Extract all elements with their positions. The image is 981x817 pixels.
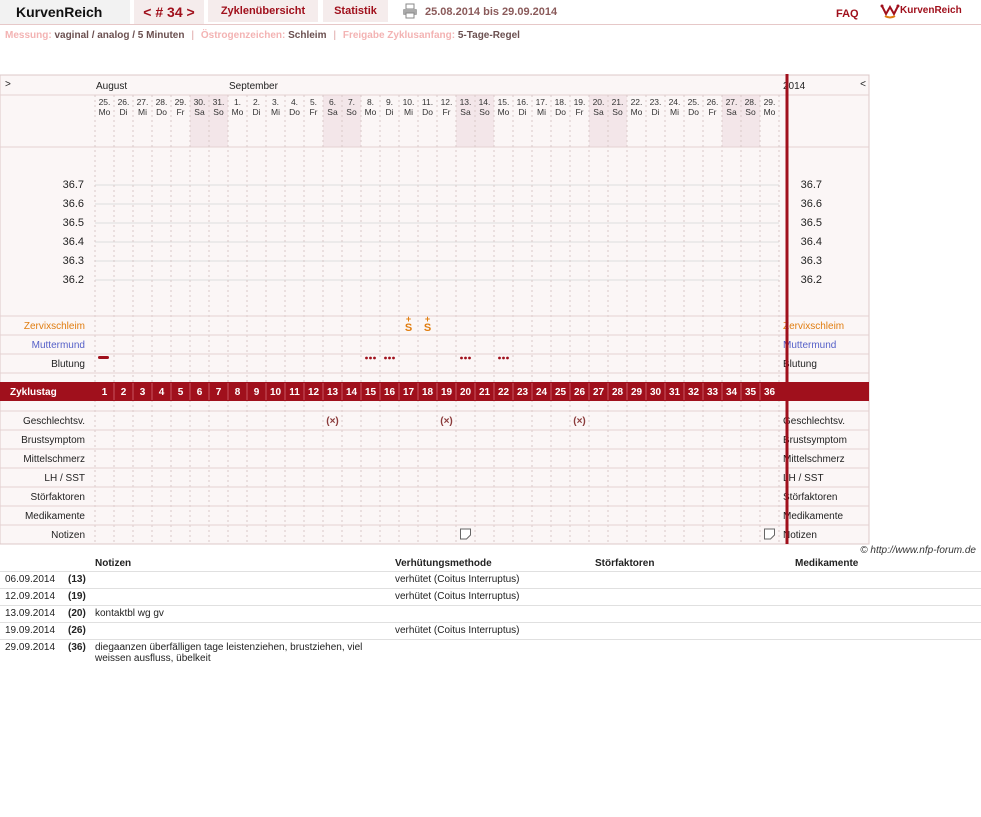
bleeding-dot [464,357,467,360]
row-label-medikamente: Medikamente [24,511,85,522]
date-label: 28. [744,97,757,107]
table-row [0,605,981,622]
temp-tick-left: 36.6 [62,198,84,210]
note-cycle-day: (20) [68,608,86,619]
cycle-day-number: 9 [253,387,260,398]
cycle-day-number: 23 [516,387,529,398]
weekday-label: Di [518,107,527,117]
date-label: 6. [328,97,337,107]
cycle-day-number: 24 [535,387,548,398]
cycle-day-label: Zyklustag [10,387,57,398]
date-label: 4. [290,97,299,107]
row-label-mittelschmerz: Mittelschmerz [23,454,85,465]
date-label: 30. [193,97,206,107]
cycle-day-bar [0,382,869,401]
date-label: 14. [478,97,491,107]
cycle-overview-tab[interactable]: Zyklenübersicht [208,0,318,22]
cycle-day-number: 13 [326,387,339,398]
bleeding-dot [388,357,391,360]
weekday-label: Fr [442,107,451,117]
date-label: 20. [592,97,605,107]
date-label: 21. [611,97,624,107]
kurvenreich-logo[interactable] [880,2,981,22]
cycle-day-number: 33 [706,387,719,398]
weekday-label: Fr [575,107,584,117]
row-label-zervix: Zervixschleim [23,321,85,332]
cycle-day-number: 19 [440,387,453,398]
note-method: verhütet (Coitus Interruptus) [395,574,520,585]
bleeding-dot [468,357,471,360]
weekday-label: Di [651,107,660,117]
intercourse-mark: (×) [573,416,586,427]
weekday-label: Fr [309,107,318,117]
cycle-day-number: 12 [307,387,320,398]
intercourse-mark: (×) [326,416,339,427]
cycle-day-number: 5 [177,387,184,398]
temp-tick-left: 36.2 [62,274,84,286]
date-label: 12. [440,97,453,107]
date-label: 19. [573,97,586,107]
faq-link[interactable]: FAQ [836,8,859,20]
weekday-label: Di [385,107,394,117]
cycle-day-number: 35 [744,387,757,398]
weekday-label: Mo [231,107,244,117]
measurement-info: Messung: vaginal / analog / 5 Minuten | Östrogenzeichen: Schleim | Freigabe Zyklusanfang: 5-Tage-Regel [5,30,520,41]
date-label: 26. [117,97,130,107]
weekday-label: Do [289,107,300,117]
weekday-label: Fr [708,107,717,117]
row-label-right-medikamente: Medikamente [783,511,844,522]
date-label: 18. [554,97,567,107]
weekday-label: Do [688,107,699,117]
temp-tick-left: 36.3 [62,255,84,267]
row-label-right-stoerfaktoren: Störfaktoren [783,492,838,503]
weekday-label: Mo [763,107,776,117]
weekday-label: So [346,107,357,117]
cycle-day-number: 21 [478,387,491,398]
row-label-right-zervix: Zervixschleim [783,321,845,332]
date-label: 10. [402,97,415,107]
date-label: 22. [630,97,643,107]
logo-text: KurvenReich [900,5,962,16]
date-label: 2. [252,97,261,107]
weekday-label: Mo [98,107,111,117]
note-date: 29.09.2014 [5,642,56,653]
temp-tick-left: 36.7 [62,179,84,191]
temp-tick-left: 36.4 [62,236,84,248]
cycle-day-number: 32 [687,387,700,398]
cycle-day-number: 15 [364,387,377,398]
date-label: 16. [516,97,529,107]
cycle-day-number: 6 [196,387,203,398]
weekday-label: Mi [271,107,280,117]
date-label: 24. [668,97,681,107]
cycle-day-number: 25 [554,387,567,398]
zervix-s-mark: S [404,322,413,334]
temp-tick-right: 36.4 [800,236,822,248]
temp-tick-left: 36.5 [62,217,84,229]
temp-tick-right: 36.3 [800,255,822,267]
row-label-brustsymptom: Brustsymptom [21,435,85,446]
freigabe-value: 5-Tage-Regel [457,30,520,41]
weekday-label: Do [555,107,566,117]
zervix-plus-mark: + [405,314,412,324]
weekday-label: Mo [630,107,643,117]
col-notizen-header: Notizen [95,558,132,569]
oestrogen-label: Östrogenzeichen: [200,30,286,41]
weekday-label: So [612,107,623,117]
row-label-right-notizen: Notizen [783,530,817,541]
bleeding-dot [502,357,505,360]
top-bar [0,0,981,24]
row-label-stoerfaktoren: Störfaktoren [30,492,85,503]
cycle-day-number: 30 [649,387,662,398]
note-cycle-day: (26) [68,625,86,636]
date-label: 15. [497,97,510,107]
cycle-day-number: 2 [120,387,127,398]
col-stoer-header: Störfaktoren [595,558,655,569]
cycle-nav-button[interactable]: < # 34 > [134,0,204,24]
date-label: 8. [366,97,375,107]
bleeding-dot [369,357,372,360]
row-label-muttermund: Muttermund [31,340,85,351]
date-label: 9. [385,97,394,107]
cycle-day-number: 34 [725,387,738,398]
cycle-day-number: 7 [215,387,222,398]
weekday-label: Do [156,107,167,117]
zervix-plus-mark: + [424,314,431,324]
note-method: verhütet (Coitus Interruptus) [395,591,520,602]
cycle-day-number: 26 [573,387,586,398]
date-label: 26. [706,97,719,107]
row-label-right-mittelschmerz: Mittelschmerz [783,454,845,465]
weekday-label: Fr [176,107,185,117]
nav-prev-button[interactable]: > [5,79,11,90]
bleeding-dot [498,357,501,360]
bleeding-dot [506,357,509,360]
date-label: 23. [649,97,662,107]
cycle-day-number: 3 [139,387,146,398]
month-label: August [96,81,128,92]
row-label-right-geschlechtsv: Geschlechtsv. [783,416,846,427]
col-medikamente-header: Medikamente [795,558,859,569]
weekday-label: Mo [364,107,377,117]
table-row [0,571,981,588]
cycle-day-number: 8 [234,387,241,398]
row-label-right-muttermund: Muttermund [783,340,837,351]
date-label: 13. [459,97,472,107]
cycle-day-number: 17 [402,387,415,398]
cycle-day-number: 14 [345,387,358,398]
bleeding-dot [384,357,387,360]
bleeding-dot [373,357,376,360]
note-cycle-day: (19) [68,591,86,602]
row-label-geschlechtsv: Geschlechtsv. [22,416,85,427]
cycle-day-number: 27 [592,387,605,398]
row-label-right-blutung: Blutung [783,359,817,370]
temp-tick-right: 36.5 [800,217,822,229]
date-label: 1. [233,97,242,107]
note-date: 13.09.2014 [5,608,56,619]
cycle-day-number: 20 [459,387,472,398]
freigabe-label: Freigabe Zyklusanfang: [342,30,456,41]
date-label: 5. [309,97,318,107]
date-label: 29. [763,97,776,107]
weekday-label: Mi [138,107,147,117]
cycle-day-number: 16 [383,387,396,398]
date-label: 3. [271,97,280,107]
weekday-label: Di [252,107,261,117]
table-row [0,639,981,667]
date-label: 31. [212,97,225,107]
zervix-s-mark: S [423,322,432,334]
weekday-label: Do [422,107,433,117]
weekday-label: Mi [537,107,546,117]
messung-label: Messung: [5,30,52,41]
note-cycle-day: (13) [68,574,86,585]
weekday-label: Sa [726,107,737,117]
intercourse-mark: (×) [440,416,453,427]
weekday-label: Mi [404,107,413,117]
bleeding-spotting-mark [98,356,109,359]
date-label: 17. [535,97,548,107]
date-range: 25.08.2014 bis 29.09.2014 [425,6,558,18]
statistics-tab[interactable]: Statistik [323,0,388,22]
weekday-label: Sa [460,107,471,117]
month-label: September [229,81,278,92]
bleeding-dot [365,357,368,360]
weekday-label: Sa [327,107,338,117]
copyright[interactable]: © http://www.nfp-forum.de [860,545,976,556]
date-label: 29. [174,97,187,107]
note-date: 19.09.2014 [5,625,56,636]
bleeding-dot [392,357,395,360]
temp-tick-right: 36.6 [800,198,822,210]
weekday-label: Mi [670,107,679,117]
note-cycle-day: (36) [68,642,86,653]
note-date: 12.09.2014 [5,591,56,602]
cycle-day-number: 22 [497,387,510,398]
year-label: 2014 [783,81,806,92]
table-row [0,622,981,639]
date-label: 25. [687,97,700,107]
date-label: 27. [136,97,149,107]
cycle-day-number: 31 [668,387,681,398]
cycle-day-number: 29 [630,387,643,398]
date-label: 7. [347,97,356,107]
weekday-label: Mo [497,107,510,117]
col-methode-header: Verhütungsmethode [395,558,492,569]
row-label-lh: LH / SST [44,473,85,484]
cycle-day-number: 10 [269,387,282,398]
cycle-day-number: 4 [158,387,165,398]
table-row [0,588,981,605]
cycle-day-number: 28 [611,387,624,398]
cycle-day-number: 36 [763,387,776,398]
note-date: 06.09.2014 [5,574,56,585]
date-label: 11. [421,97,434,107]
row-label-right-brustsymptom: Brustsymptom [783,435,847,446]
cycle-day-number: 18 [421,387,434,398]
weekday-label: Sa [593,107,604,117]
cycle-day-number: 1 [101,387,108,398]
top-divider [0,24,981,25]
weekday-label: So [745,107,756,117]
oestrogen-value: Schleim [288,30,327,41]
crown-icon [880,2,900,20]
weekday-label: So [213,107,224,117]
weekday-label: Di [119,107,128,117]
nav-next-button[interactable]: < [860,79,866,90]
cycle-day-number: 11 [289,387,300,398]
row-label-right-lh: LH / SST [783,473,824,484]
row-label-notizen: Notizen [51,530,85,541]
temp-tick-right: 36.7 [800,179,822,191]
row-label-blutung: Blutung [51,359,85,370]
messung-value: vaginal / analog / 5 Minuten [54,30,185,41]
weekday-label: Sa [194,107,205,117]
brand-title: KurvenReich [0,0,130,24]
printer-icon[interactable] [402,3,418,19]
temp-tick-right: 36.2 [800,274,822,286]
bleeding-dot [460,357,463,360]
date-label: 25. [98,97,111,107]
date-label: 28. [155,97,168,107]
note-text: kontaktbl wg gv [95,608,164,619]
note-text: diegaanzen überfälligen tage leistenziehen, brustziehen, viel weissen ausfluss, übelkeit [95,642,363,664]
date-label: 27. [725,97,738,107]
note-method: verhütet (Coitus Interruptus) [395,625,520,636]
weekday-label: So [479,107,490,117]
